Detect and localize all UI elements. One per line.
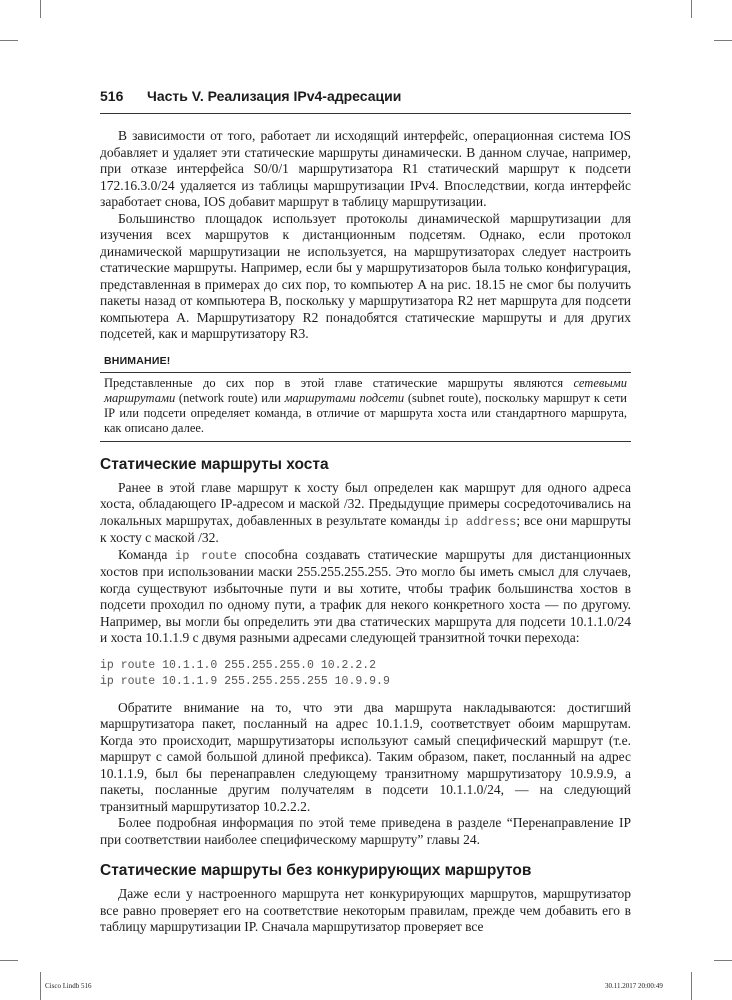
- crop-mark-top-left-v: [40, 0, 41, 18]
- crop-mark-top-left-h: [0, 40, 18, 41]
- code-line: ip route 10.1.1.9 255.255.255.255 10.9.9.9: [100, 674, 390, 688]
- page-number: 516: [100, 88, 124, 104]
- crop-mark-bottom-left-h: [0, 960, 18, 961]
- section-heading: Статические маршруты без конкурирующих маршрутов: [100, 862, 532, 879]
- header-rule: [100, 113, 631, 114]
- paragraph: Даже если у настроенного маршрута нет конкурирующих маршрутов, маршрутизатор все равно проверяет его на соответствие некоторым правилам, прежде чем добавить его в таблицу маршрутизации IP. Сначала маршрутизатор проверяет все: [100, 886, 631, 934]
- inline-code: ip route: [175, 548, 237, 563]
- part-title: Часть V. Реализация IPv4-адресации: [147, 88, 402, 104]
- running-head: [100, 88, 631, 110]
- crop-mark-bottom-right-v: [691, 972, 692, 1000]
- paragraph: Ранее в этой главе маршрут к хосту был определен как маршрут для одного адреса хоста, обладающего IP-адресом и маской /32. Предыдущие примеры сосредоточивались на локальных маршрутах, добавленных в результате команды ip address; все они маршруты к хосту с маской /32.: [100, 479, 631, 545]
- note-body: Представленные до сих пор в этой главе статические маршруты являются сетевыми маршрутами (network route) или маршрутами подсети (subnet route), поскольку маршрут к сети IP или подсети определяет команда, в отличие от маршрута хоста или стандартного маршрута, как описано далее.: [100, 372, 631, 442]
- inline-code: ip address: [443, 514, 517, 529]
- page-body: [100, 128, 631, 936]
- paragraph: Большинство площадок использует протоколы динамической маршрутизации для изучения всех маршрутов к дистанционным подсетям. Однако, если протокол динамической маршрутизации не используется, на маршрутизаторах следует настроить статические маршруты. Например, если бы у маршрутизаторов была только конфигурация, представленная в примерах до сих пор, то компьютер A на рис. 18.15 не смог бы получить пакеты назад от компьютера B, поскольку у маршрутизатора R2 нет маршрута для подсети компьютера A. Маршрутизатору R2 понадобятся статические маршруты и для других подсетей, как и маршрутизатору R3.: [100, 210, 631, 341]
- section-heading: Статические маршруты хоста: [100, 455, 329, 473]
- paragraph: Более подробная информация по этой теме приведена в разделе “Перенаправление IP при соответствии наиболее специфическому маршруту” главы 24.: [100, 815, 631, 847]
- crop-mark-top-right-v: [691, 0, 692, 18]
- note-box: [100, 355, 631, 442]
- crop-mark-bottom-right-h: [714, 960, 732, 961]
- note-title: ВНИМАНИЕ!: [104, 354, 171, 367]
- paragraph: Обратите внимание на то, что эти два маршрута накладываются: достигший маршрутизатора пакет, посланный на адрес 10.1.1.9, соответствует обоим маршрутам. Когда это происходит, маршрутизаторы используют самый специфический маршрут (т.е. маршрут с самой большой длиной префикса). Таким образом, пакет, посланный на адрес 10.1.1.9, был бы перенаправлен следующему транзитному маршрутизатору 10.9.9.9, а пакеты, посланные другим получателям в подсети 10.1.1.0/24, — на следующий транзитный маршрутизатор 10.2.2.2.: [100, 699, 631, 814]
- code-line: ip route 10.1.1.0 255.255.255.0 10.2.2.2: [100, 658, 377, 672]
- code-block: [100, 658, 631, 690]
- crop-mark-top-right-h: [714, 40, 732, 41]
- paragraph: В зависимости от того, работает ли исходящий интерфейс, операционная система IOS добавляет и удаляет эти статические маршруты динамически. В данном случае, например, при отказе интерфейса S0/0/1 маршрутизатора R1 статический маршрут к подсети 172.16.3.0/24 удаляется из таблицы маршрутизации IPv4. Впоследствии, когда интерфейс заработает снова, IOS добавит маршрут в таблицу маршрутизации.: [100, 128, 631, 209]
- note-emphasis: сетевыми маршрутами: [104, 375, 627, 405]
- footer-file: Cisco I.indb 516: [45, 982, 92, 990]
- footer-timestamp: 30.11.2017 20:00:49: [605, 982, 663, 990]
- note-emphasis: маршрутами подсети: [284, 390, 405, 405]
- crop-mark-bottom-left-v: [40, 972, 41, 1000]
- paragraph: Команда ip route способна создавать статические маршруты для дистанционных хостов при использовании маски 255.255.255.255. Это могло бы иметь смысл для случаев, когда существуют избыточные пути и вы хотите, чтобы трафик большинства хостов в подсети проходил по одному пути, а трафик для некого конкретного хоста — по другому. Например, вы могли бы определить эти два статических маршрута для подсети 10.1.1.0/24 и хоста 10.1.1.9 с двумя разными адресами следующей транзитной точки перехода:: [100, 546, 632, 645]
